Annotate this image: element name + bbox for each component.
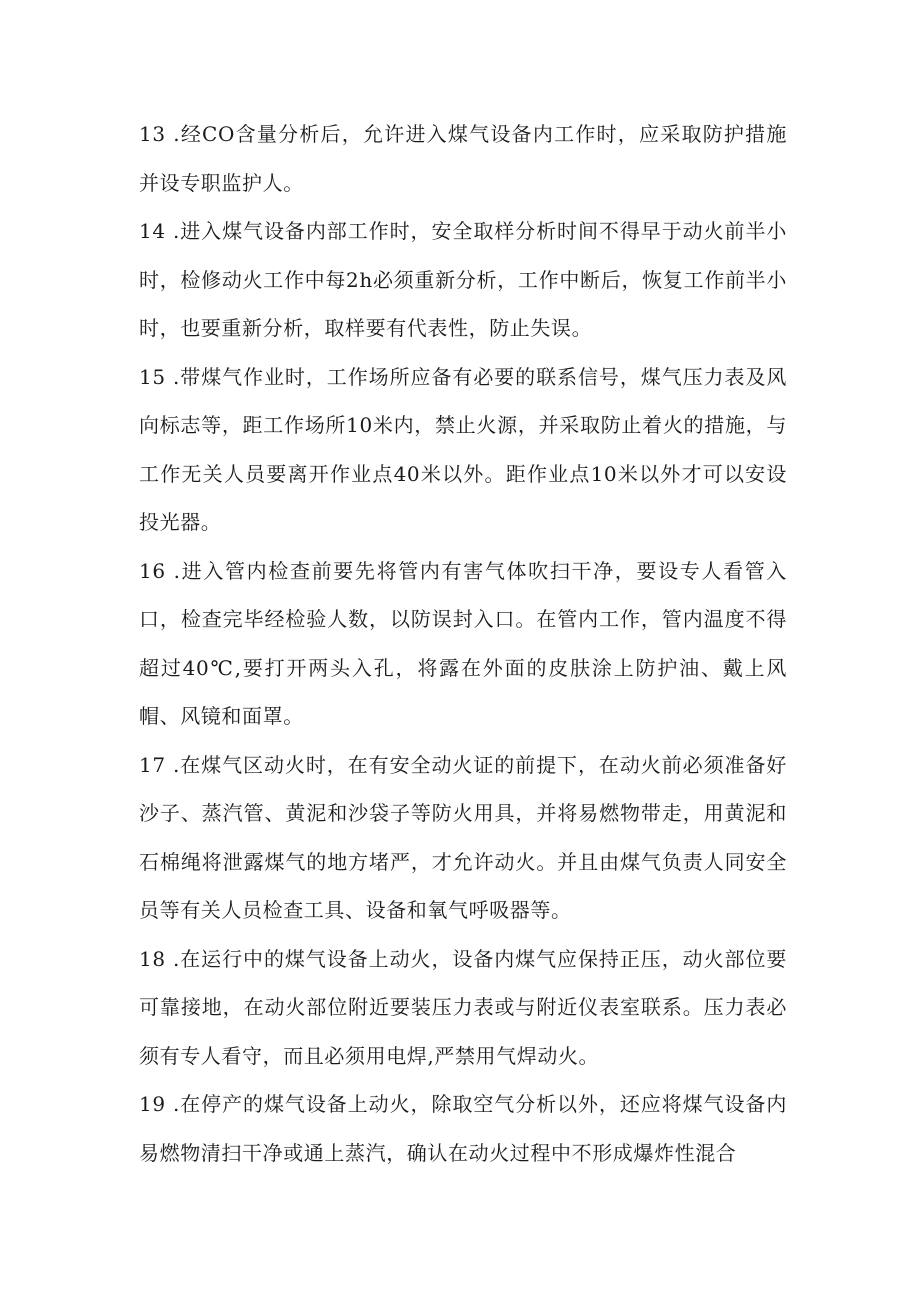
paragraph-17: 17 .在煤气区动火时，在有安全动火证的前提下，在动火前必须准备好沙子、蒸汽管、黄泥和沙袋子等防火用具，并将易燃物带走，用黄泥和石棉绳将泄露煤气的地方堵严，才允许动火。并且由煤气负责人同安全员等有关人员检查工具、设备和氧气呼吸器等。 [139,752,787,922]
paragraph-13: 13 .经CO含量分析后，允许进入煤气设备内工作时，应采取防护措施并设专职监护人。 [139,122,787,195]
document-body [139,110,787,1177]
paragraph-16: 16 .进入管内检查前要先将管内有害气体吹扫干净，要设专人看管入口，检查完毕经检验人数，以防误封入口。在管内工作，管内温度不得超过40℃,要打开两头入孔，将露在外面的皮肤涂上防护油、戴上风帽、风镜和面罩。 [139,558,787,728]
paragraph-14: 14 .进入煤气设备内部工作时，安全取样分析时间不得早于动火前半小时，检修动火工作中每2h必须重新分析，工作中断后，恢复工作前半小时，也要重新分析，取样要有代表性，防止失误。 [139,219,787,340]
paragraph-18: 18 .在运行中的煤气设备上动火，设备内煤气应保持正压，动火部位要可靠接地，在动火部位附近要装压力表或与附近仪表室联系。压力表必须有专人看守，而且必须用电焊,严禁用气焊动火。 [139,946,787,1068]
paragraph-15: 15 .带煤气作业时，工作场所应备有必要的联系信号，煤气压力表及风向标志等，距工作场所10米内，禁止火源，并采取防止着火的措施，与工作无关人员要离开作业点40米以外。距作业点10米以外才可以安设投光器。 [139,364,787,534]
paragraph-19: 19 .在停产的煤气设备上动火，除取空气分析以外，还应将煤气设备内易燃物清扫干净或通上蒸汽，确认在动火过程中不形成爆炸性混合 [139,1092,787,1165]
